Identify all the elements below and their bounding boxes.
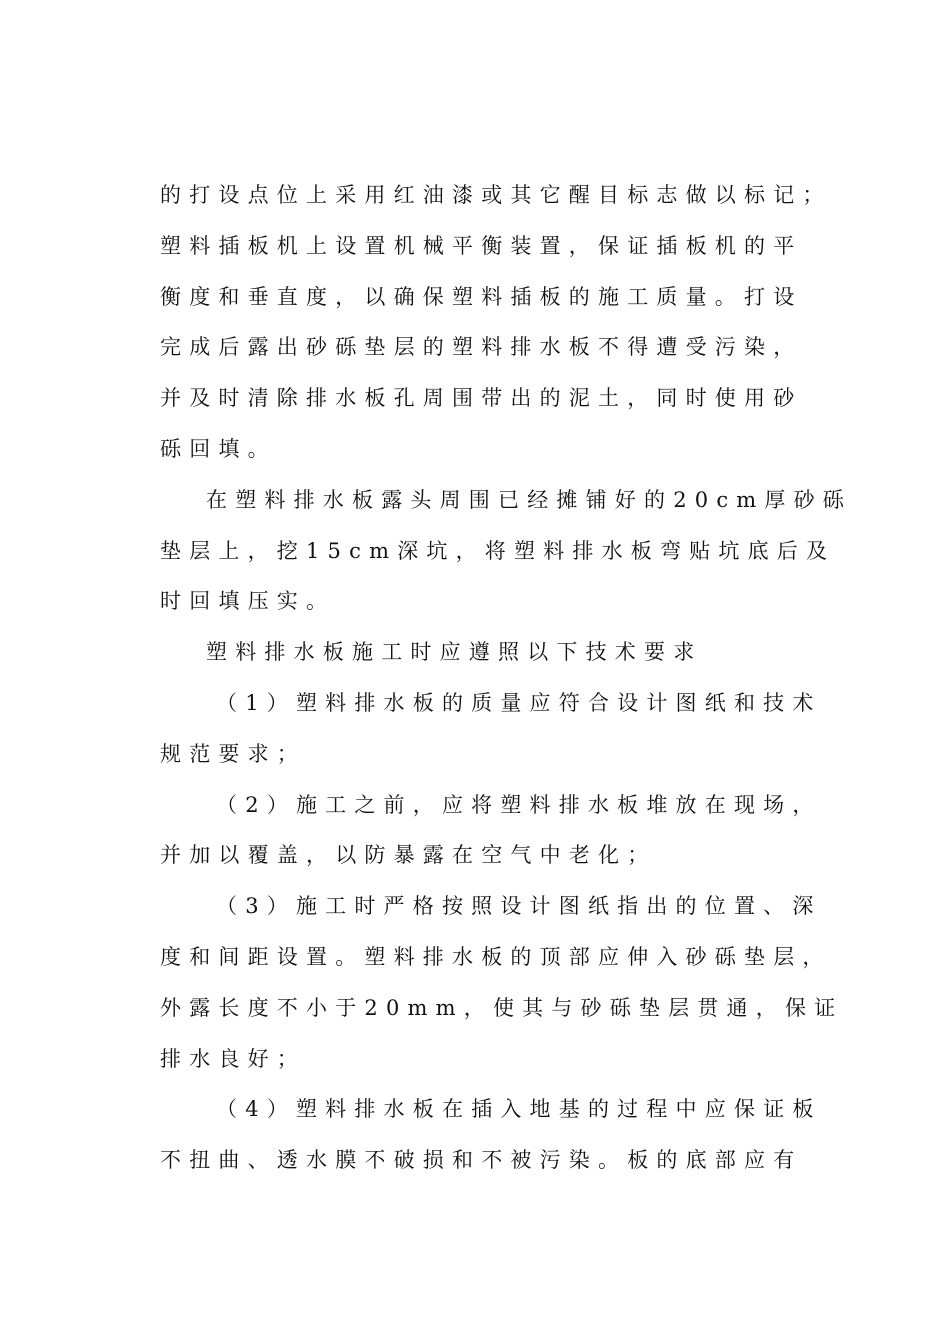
list-item-1: （1）塑料排水板的质量应符合设计图纸和技术 [216,690,822,715]
list-item-3: （3）施工时严格按照设计图纸指出的位置、深 [216,894,822,919]
paragraph-first-line: 在塑料排水板露头周围已经摊铺好的20cm厚砂砾 [206,487,852,512]
text-line: 并及时清除排水板孔周围带出的泥土，同时使用砂 [160,386,803,411]
list-item-2: （2）施工之前，应将塑料排水板堆放在现场， [216,792,822,817]
text-line: 砾回填。 [160,436,277,461]
section-heading: 塑料排水板施工时应遵照以下技术要求 [206,640,703,665]
list-item-4: （4）塑料排水板在插入地基的过程中应保证板 [216,1097,822,1122]
body-text [160,170,860,1186]
text-line: 并加以覆盖，以防暴露在空气中老化； [160,843,657,868]
text-line: 不扭曲、透水膜不破损和不被污染。板的底部应有 [160,1148,803,1173]
text-line: 时回填压实。 [160,589,336,614]
text-line: 衡度和垂直度，以确保塑料插板的施工质量。打设 [160,284,803,309]
text-line: 塑料插板机上设置机械平衡装置，保证插板机的平 [160,233,803,258]
text-line: 度和间距设置。塑料排水板的顶部应伸入砂砾垫层， [160,944,832,969]
text-line: 垫层上，挖15cm深坑，将塑料排水板弯贴坑底后及 [160,538,836,563]
text-line: 的打设点位上采用红油漆或其它醒目标志做以标记； [160,183,832,207]
text-line: 排水良好； [160,1046,306,1071]
text-line: 外露长度不小于20mm，使其与砂砾垫层贯通，保证 [160,995,844,1020]
text-line: 完成后露出砂砾垫层的塑料排水板不得遭受污染， [160,335,803,360]
text-line: 规范要求； [160,741,306,766]
